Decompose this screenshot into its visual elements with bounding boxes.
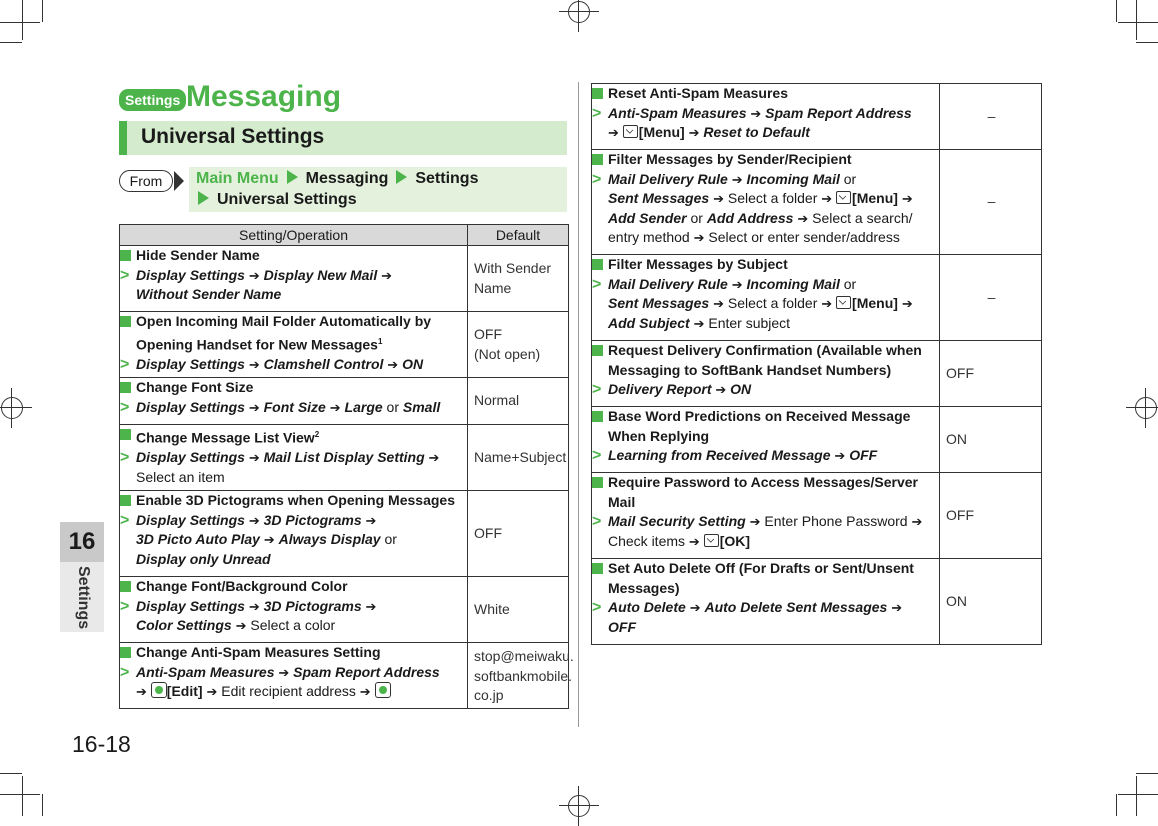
operation-path: > Mail Delivery Rule ➔ Incoming Mail or Sent Messages ➔ Select a folder ➔ [Menu] ➔ Add Subject ➔ Enter subject <box>592 275 913 331</box>
setting-title: Require Password to Access Messages/Server Mail <box>592 473 939 512</box>
mail-key-icon <box>836 191 851 204</box>
from-badge: From <box>119 170 173 192</box>
chevron-right-icon: > <box>120 597 130 615</box>
column-header-setting: Setting/Operation <box>120 225 468 246</box>
operation-path: > Display Settings ➔ Clamshell Control ➔ ON <box>120 355 424 373</box>
mail-key-icon <box>836 296 851 309</box>
column-header-default: Default <box>468 225 569 246</box>
default-value: Normal <box>468 378 569 425</box>
chapter-label-box <box>60 562 104 632</box>
default-value: – <box>940 255 1042 341</box>
crop-mark <box>0 794 40 795</box>
section-header <box>119 121 567 155</box>
table-row <box>592 341 1042 407</box>
table-row <box>120 643 569 709</box>
nav-line-2 <box>196 191 357 209</box>
crop-mark <box>0 42 22 43</box>
setting-cell <box>592 473 940 559</box>
setting-cell <box>592 407 940 473</box>
setting-cell <box>120 246 468 312</box>
setting-title: Hide Sender Name <box>120 246 467 266</box>
crop-mark <box>1116 0 1117 22</box>
default-value: White <box>468 577 569 643</box>
registration-mark-bottom <box>559 786 599 826</box>
bullet-square-icon <box>120 316 131 327</box>
chevron-right-icon: > <box>120 663 130 681</box>
setting-cell <box>592 255 940 341</box>
crop-mark <box>22 0 23 40</box>
crop-mark <box>0 773 22 774</box>
crop-mark <box>1136 776 1137 816</box>
chevron-right-icon: > <box>592 170 602 188</box>
table-row <box>120 491 569 577</box>
table-row <box>592 473 1042 559</box>
table-row <box>120 378 569 425</box>
table-row <box>120 425 569 491</box>
setting-title: Open Incoming Mail Folder Automatically by Opening Handset for New Messages$^1$ <box>120 312 467 355</box>
default-value: With Sender Name <box>468 246 569 312</box>
setting-cell <box>120 577 468 643</box>
chevron-right-icon: > <box>592 381 602 398</box>
bullet-square-icon <box>120 495 131 506</box>
crop-mark <box>1118 22 1158 23</box>
bullet-square-icon <box>592 88 603 99</box>
registration-mark-left <box>0 388 32 428</box>
bullet-square-icon <box>120 647 131 658</box>
mail-key-icon <box>704 534 719 547</box>
crop-mark <box>22 776 23 816</box>
bullet-square-icon <box>120 250 131 261</box>
setting-title: Filter Messages by Subject <box>592 255 939 275</box>
registration-mark-top <box>559 0 599 32</box>
bullet-square-icon <box>120 429 131 440</box>
setting-title: Request Delivery Confirmation (Available when Messaging to SoftBank Handset Numbers) <box>592 341 939 380</box>
chevron-right-icon: > <box>592 599 602 616</box>
chevron-right-icon: > <box>592 513 602 530</box>
default-value: OFF <box>940 473 1042 559</box>
operation-path: > Delivery Report ➔ ON <box>592 381 752 398</box>
center-key-icon <box>375 682 391 698</box>
bullet-square-icon <box>592 477 603 488</box>
table-row <box>120 246 569 312</box>
nav-main-menu: Main Menu <box>196 170 279 187</box>
table-row <box>592 255 1042 341</box>
operation-path: > Display Settings ➔ 3D Pictograms ➔ 3D Picto Auto Play ➔ Always Display or Display only Unread <box>120 511 397 567</box>
bullet-square-icon <box>592 411 603 422</box>
setting-cell <box>120 643 468 709</box>
center-key-icon <box>151 682 167 698</box>
chevron-right-icon: > <box>120 511 130 529</box>
bullet-square-icon <box>120 382 131 393</box>
setting-title: Base Word Predictions on Received Message When Replying <box>592 407 939 446</box>
table-row <box>120 312 569 378</box>
setting-cell <box>592 84 940 150</box>
settings-badge: Settings <box>119 89 186 111</box>
section-title: Universal Settings <box>141 125 325 148</box>
setting-cell <box>592 341 940 407</box>
nav-line-1 <box>196 170 478 188</box>
operation-path: > Learning from Received Message ➔ OFF <box>592 447 878 464</box>
bullet-square-icon <box>592 154 603 165</box>
default-value: – <box>940 84 1042 150</box>
default-value: – <box>940 150 1042 255</box>
crop-mark <box>1136 42 1158 43</box>
nav-universal-settings: Universal Settings <box>217 191 357 208</box>
nav-arrow-icon <box>287 170 298 184</box>
setting-cell <box>592 559 940 645</box>
setting-cell <box>120 425 468 491</box>
table-header-row <box>120 225 569 246</box>
crop-mark <box>1136 0 1137 40</box>
settings-table-left <box>119 224 574 709</box>
setting-title: Enable 3D Pictograms when Opening Messages <box>120 491 467 511</box>
default-value: ON <box>940 559 1042 645</box>
default-value: ON <box>940 407 1042 473</box>
chevron-right-icon: > <box>120 449 130 467</box>
default-value: OFF (Not open) <box>468 312 569 378</box>
from-arrow-icon <box>174 171 184 191</box>
operation-path: > Auto Delete ➔ Auto Delete Sent Messages ➔ OFF <box>592 599 903 635</box>
crop-mark <box>42 794 43 816</box>
column-divider <box>578 82 579 727</box>
setting-cell <box>120 491 468 577</box>
chevron-right-icon: > <box>592 104 602 122</box>
setting-title: Set Auto Delete Off (For Drafts or Sent/Unsent Messages) <box>592 559 939 598</box>
setting-cell <box>592 150 940 255</box>
bullet-square-icon <box>120 581 131 592</box>
setting-title: Change Font Size <box>120 378 467 398</box>
chevron-right-icon: > <box>120 266 130 284</box>
mail-key-icon <box>623 125 638 138</box>
default-value: Name+Subject <box>468 425 569 491</box>
operation-path: > Anti-Spam Measures ➔ Spam Report Address ➔ [Edit] ➔ Edit recipient address ➔ <box>120 663 440 699</box>
table-row <box>120 577 569 643</box>
crop-mark <box>1116 794 1117 816</box>
page-title: Messaging <box>186 80 342 113</box>
default-value: OFF <box>468 491 569 577</box>
operation-path: > Display Settings ➔ Font Size ➔ Large or Small <box>120 398 441 416</box>
chevron-right-icon: > <box>120 398 130 416</box>
operation-path: > Display Settings ➔ Mail List Display Setting ➔ Select an item <box>120 449 440 485</box>
chapter-label: Settings <box>75 566 92 630</box>
table-row <box>592 84 1042 150</box>
setting-cell <box>120 312 468 378</box>
chapter-number: 16 <box>60 522 104 562</box>
chevron-right-icon: > <box>120 355 130 373</box>
bullet-square-icon <box>592 259 603 270</box>
nav-arrow-icon <box>396 170 407 184</box>
chevron-right-icon: > <box>592 447 602 464</box>
nav-messaging: Messaging <box>305 170 389 187</box>
operation-path: > Display Settings ➔ 3D Pictograms ➔ Color Settings ➔ Select a color <box>120 597 377 633</box>
setting-title: Change Anti-Spam Measures Setting <box>120 643 467 663</box>
default-value: stop@meiwaku. softbankmobile. co.jp <box>468 643 569 709</box>
setting-title: Change Message List View$^2$ <box>120 425 467 448</box>
crop-mark <box>1136 773 1158 774</box>
nav-settings: Settings <box>415 170 479 187</box>
nav-arrow-icon <box>198 191 209 205</box>
operation-path: > Anti-Spam Measures ➔ Spam Report Address ➔ [Menu] ➔ Reset to Default <box>592 104 912 140</box>
bullet-square-icon <box>592 563 603 574</box>
operation-path: > Mail Security Setting ➔ Enter Phone Password ➔ Check items ➔ [OK] <box>592 513 923 549</box>
crop-mark <box>1118 794 1158 795</box>
setting-title: Reset Anti-Spam Measures <box>592 84 939 104</box>
chevron-right-icon: > <box>592 275 602 293</box>
page-number: 16-18 <box>72 731 131 757</box>
table-row <box>592 407 1042 473</box>
crop-mark <box>0 22 40 23</box>
registration-mark-right <box>1126 388 1158 428</box>
setting-title: Change Font/Background Color <box>120 577 467 597</box>
operation-path: > Display Settings ➔ Display New Mail ➔ Without Sender Name <box>120 266 392 302</box>
table-row <box>592 559 1042 645</box>
default-value: OFF <box>940 341 1042 407</box>
bullet-square-icon <box>592 345 603 356</box>
crop-mark <box>42 0 43 22</box>
table-row <box>592 150 1042 255</box>
settings-table-right <box>591 83 1042 645</box>
setting-title: Filter Messages by Sender/Recipient <box>592 150 939 170</box>
setting-cell <box>120 378 468 425</box>
operation-path: > Mail Delivery Rule ➔ Incoming Mail or Sent Messages ➔ Select a folder ➔ [Menu] ➔ Add Sender or Add Address ➔ Select a search/ entry method ➔ Select or enter sender/address <box>592 170 913 245</box>
navigation-path <box>189 167 567 212</box>
